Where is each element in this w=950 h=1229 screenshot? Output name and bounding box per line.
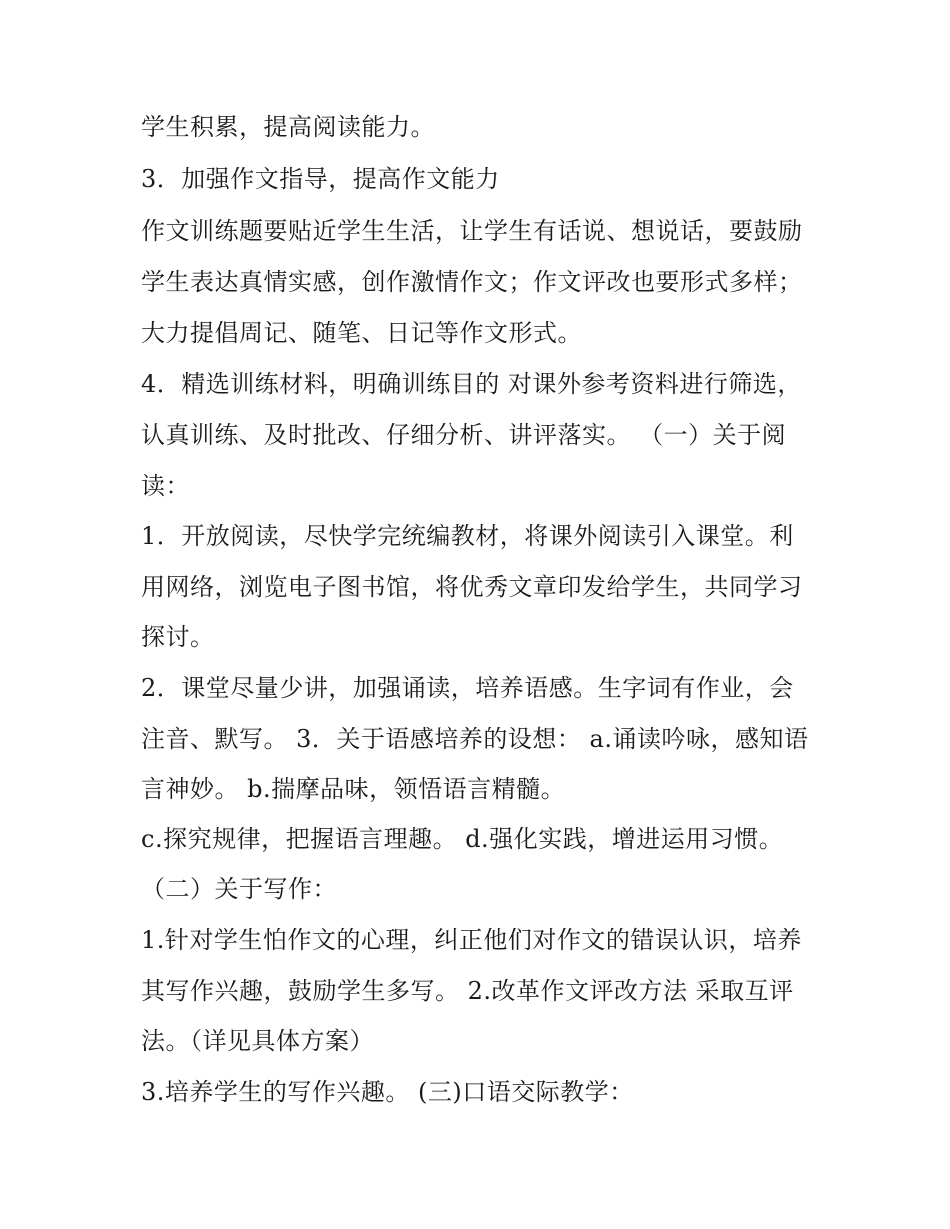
text-line: 2．课堂尽量少讲，加强诵读，培养语感。生字词有作业，会 bbox=[141, 674, 794, 702]
text-line: 1.针对学生怕作文的心理，纠正他们对作文的错误认识，培养 bbox=[141, 926, 802, 954]
text-line: 学生表达真情实感，创作激情作文；作文评改也要形式多样； bbox=[141, 268, 803, 296]
text-line: 大力提倡周记、随笔、日记等作文形式。 bbox=[141, 319, 582, 347]
text-line: 4．精选训练材料，明确训练目的 对课外参考资料进行筛选， bbox=[141, 370, 802, 398]
text-line: 探讨。 bbox=[141, 623, 215, 651]
text-line: 1．开放阅读，尽快学完统编教材，将课外阅读引入课堂。利 bbox=[141, 522, 794, 550]
text-line: 认真训练、及时批改、仔细分析、讲评落实。 （一）关于阅 bbox=[141, 421, 787, 449]
text-line: 用网络，浏览电子图书馆，将优秀文章印发给学生，共同学习 bbox=[141, 573, 803, 601]
text-line: 言神妙。 b.揣摩品味，领悟语言精髓。 bbox=[141, 775, 566, 803]
text-line: 3.培养学生的写作兴趣。 (三)口语交际教学： bbox=[141, 1078, 634, 1106]
text-line: 3．加强作文指导，提高作文能力 bbox=[141, 165, 500, 193]
text-line: 其写作兴趣，鼓励学生多写。 2.改革作文评改方法 采取互评 bbox=[141, 977, 794, 1005]
text-line: 学生积累，提高阅读能力。 bbox=[141, 113, 435, 141]
text-line: 注音、默写。 3．关于语感培养的设想： a.诵读吟咏，感知语 bbox=[141, 725, 809, 753]
text-line: 读： bbox=[141, 472, 190, 500]
text-line: c.探究规律，把握语言理趣。 d.强化实践，增进运用习惯。 bbox=[141, 825, 784, 853]
text-line: （二）关于写作： bbox=[141, 875, 337, 903]
text-line: 法。（详见具体方案） bbox=[141, 1027, 374, 1055]
text-line: 作文训练题要贴近学生生活，让学生有话说、想说话，要鼓励 bbox=[141, 217, 803, 245]
